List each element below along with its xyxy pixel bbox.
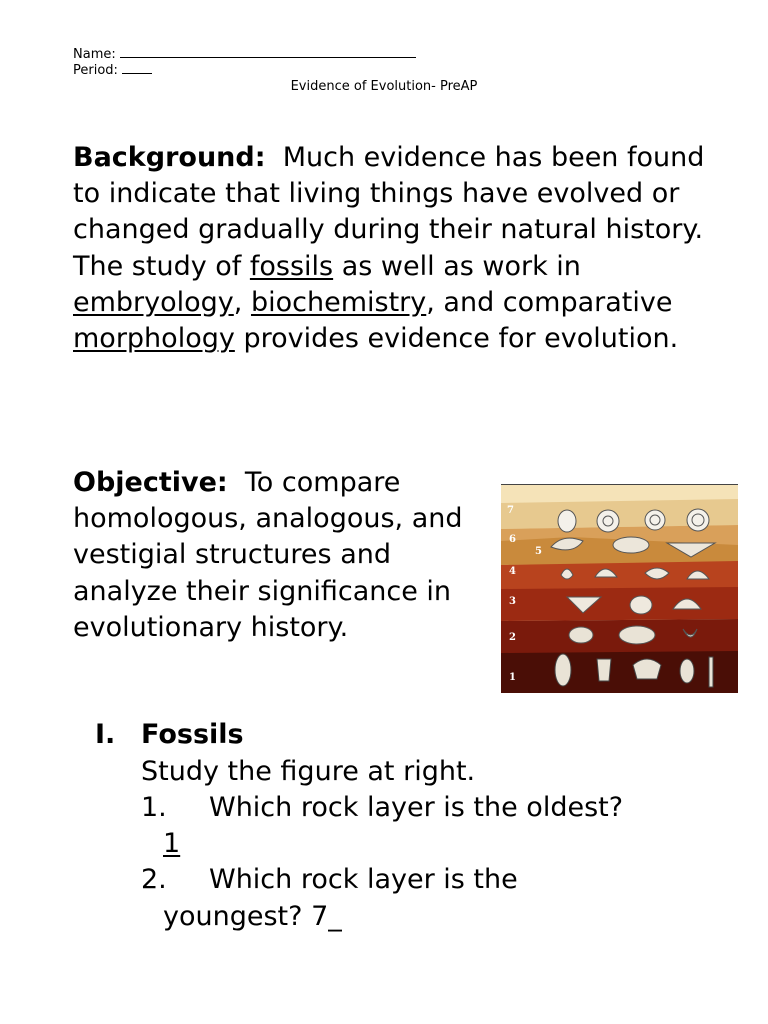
- background-paragraph: [73, 140, 713, 357]
- fossil-rock-layers-figure: [501, 484, 738, 693]
- background-text-5: provides evidence for evolution.: [243, 323, 679, 355]
- layer-1-band: [501, 651, 738, 693]
- name-blank[interactable]: [120, 46, 416, 58]
- period-field-row: [73, 62, 152, 79]
- question-1-answer-value: 1: [163, 828, 181, 859]
- layer-label-3: 3: [509, 596, 516, 607]
- layer-3-band: [501, 587, 738, 621]
- term-morphology: morphology: [73, 323, 235, 355]
- layer-label-5: 5: [535, 546, 542, 557]
- section-title: Fossils: [141, 719, 244, 750]
- section-numeral: I.: [95, 719, 116, 750]
- background-text-3: ,: [233, 286, 243, 318]
- period-label: Period:: [73, 63, 118, 78]
- term-biochemistry: biochemistry: [250, 286, 427, 318]
- question-2-number: 2.: [141, 864, 167, 895]
- section-instruction: Study the figure at right.: [141, 756, 476, 787]
- background-label: Background:: [73, 142, 266, 173]
- term-embryology: embryology: [73, 286, 234, 318]
- layer-label-4: 4: [509, 566, 516, 577]
- question-2-answer[interactable]: 7_: [311, 901, 342, 932]
- layer-label-1: 1: [509, 672, 516, 683]
- name-field-row: [73, 46, 416, 63]
- fossil-layers-image: [501, 485, 738, 693]
- objective-text: To compare homologous, analogous, and vestigial structures and analyze their significance in evolutionary history.: [73, 467, 463, 643]
- background-text-4: , and comparative: [426, 286, 673, 318]
- question-2-text: Which rock layer is the: [209, 864, 518, 895]
- background-text-1: Much evidence has been found to indicate that living things have evolved or changed gradually during their natural history. The study of: [73, 142, 705, 282]
- question-1-answer[interactable]: [163, 826, 180, 862]
- objective-label: Objective:: [73, 467, 228, 498]
- background-text-2: as well as work in: [341, 250, 581, 282]
- layer-label-6: 6: [509, 534, 516, 545]
- layer-label-2: 2: [509, 632, 516, 643]
- question-1-number: 1.: [141, 792, 167, 823]
- objective-paragraph: [73, 465, 493, 646]
- question-2-continuation: [163, 899, 342, 935]
- question-2-cont-text: youngest?: [163, 901, 303, 932]
- layer-label-7: 7: [507, 505, 514, 516]
- question-1-text: Which rock layer is the oldest?: [209, 792, 624, 823]
- name-label: Name:: [73, 47, 116, 62]
- term-fossils: fossils: [249, 250, 334, 282]
- document-title: Evidence of Evolution- PreAP: [290, 79, 478, 94]
- period-blank[interactable]: [122, 62, 152, 74]
